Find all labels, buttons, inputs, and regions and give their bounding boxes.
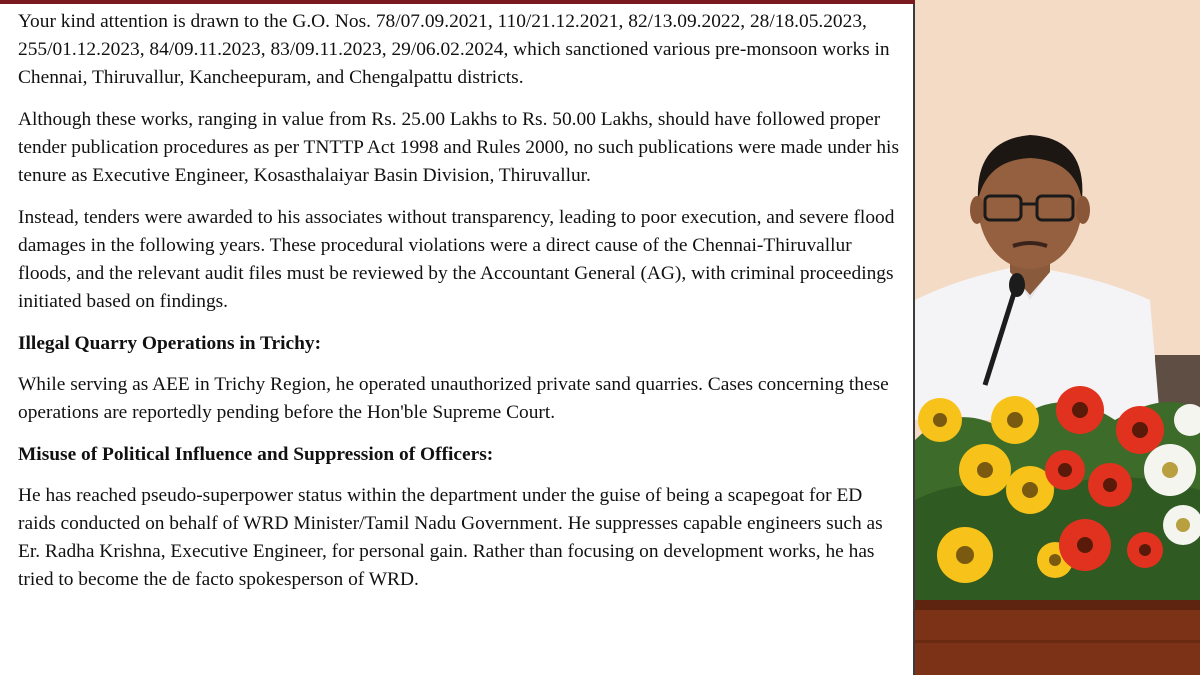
shirt xyxy=(915,268,1160,420)
podium xyxy=(915,600,1200,675)
speaker-photo xyxy=(915,0,1200,675)
speaker-illustration xyxy=(915,0,1200,675)
paragraph-political-influence: He has reached pseudo-superpower status within the department under the guise of being a scapegoat for ED raids conducted on behalf of WRD Minister/Tamil Nadu Government. He suppresses capable engineers such as Er. Radha Krishna, Executive Engineer, for personal gain. Rather than focusing on development works, he has tried to become the de facto spokesperson of WRD. xyxy=(18,485,883,590)
heading-political-influence: Misuse of Political Influence and Suppression of Officers: xyxy=(18,444,494,465)
microphone-icon xyxy=(1009,273,1025,297)
document-excerpt xyxy=(0,4,915,675)
paragraph-flood-damage: Instead, tenders were awarded to his associates without transparency, leading to poor execution, and severe flood damages in the following years. These procedural violations were a direct cause of the Chennai-Thiruvallur floods, and the relevant audit files must be reviewed by the Accountant General (AG), with criminal proceedings initiated based on findings. xyxy=(18,207,895,312)
paragraph-go-numbers: Your kind attention is drawn to the G.O. Nos. 78/07.09.2021, 110/21.12.2021, 82/13.09.2022, 28/18.05.2023, 255/01.12.2023, 84/09.11.2023, 83/09.11.2023, 29/06.02.2024, which sanctioned various pre-monsoon works in Chennai, Thiruvallur, Kancheepuram, and Chengalpattu districts. xyxy=(18,11,890,88)
paragraph-tender-procedures: Although these works, ranging in value from Rs. 25.00 Lakhs to Rs. 50.00 Lakhs, should have followed proper tender publication procedures as per TNTTP Act 1998 and Rules 2000, no such publications were made under his tenure as Executive Engineer, Kosasthalaiyar Basin Division, Thiruvallur. xyxy=(18,109,899,186)
heading-illegal-quarry: Illegal Quarry Operations in Trichy: xyxy=(18,333,322,354)
paragraph-illegal-quarry: While serving as AEE in Trichy Region, he operated unauthorized private sand quarries. Cases concerning these operations are reportedly pending before the Hon'ble Supreme Court. xyxy=(18,374,889,423)
